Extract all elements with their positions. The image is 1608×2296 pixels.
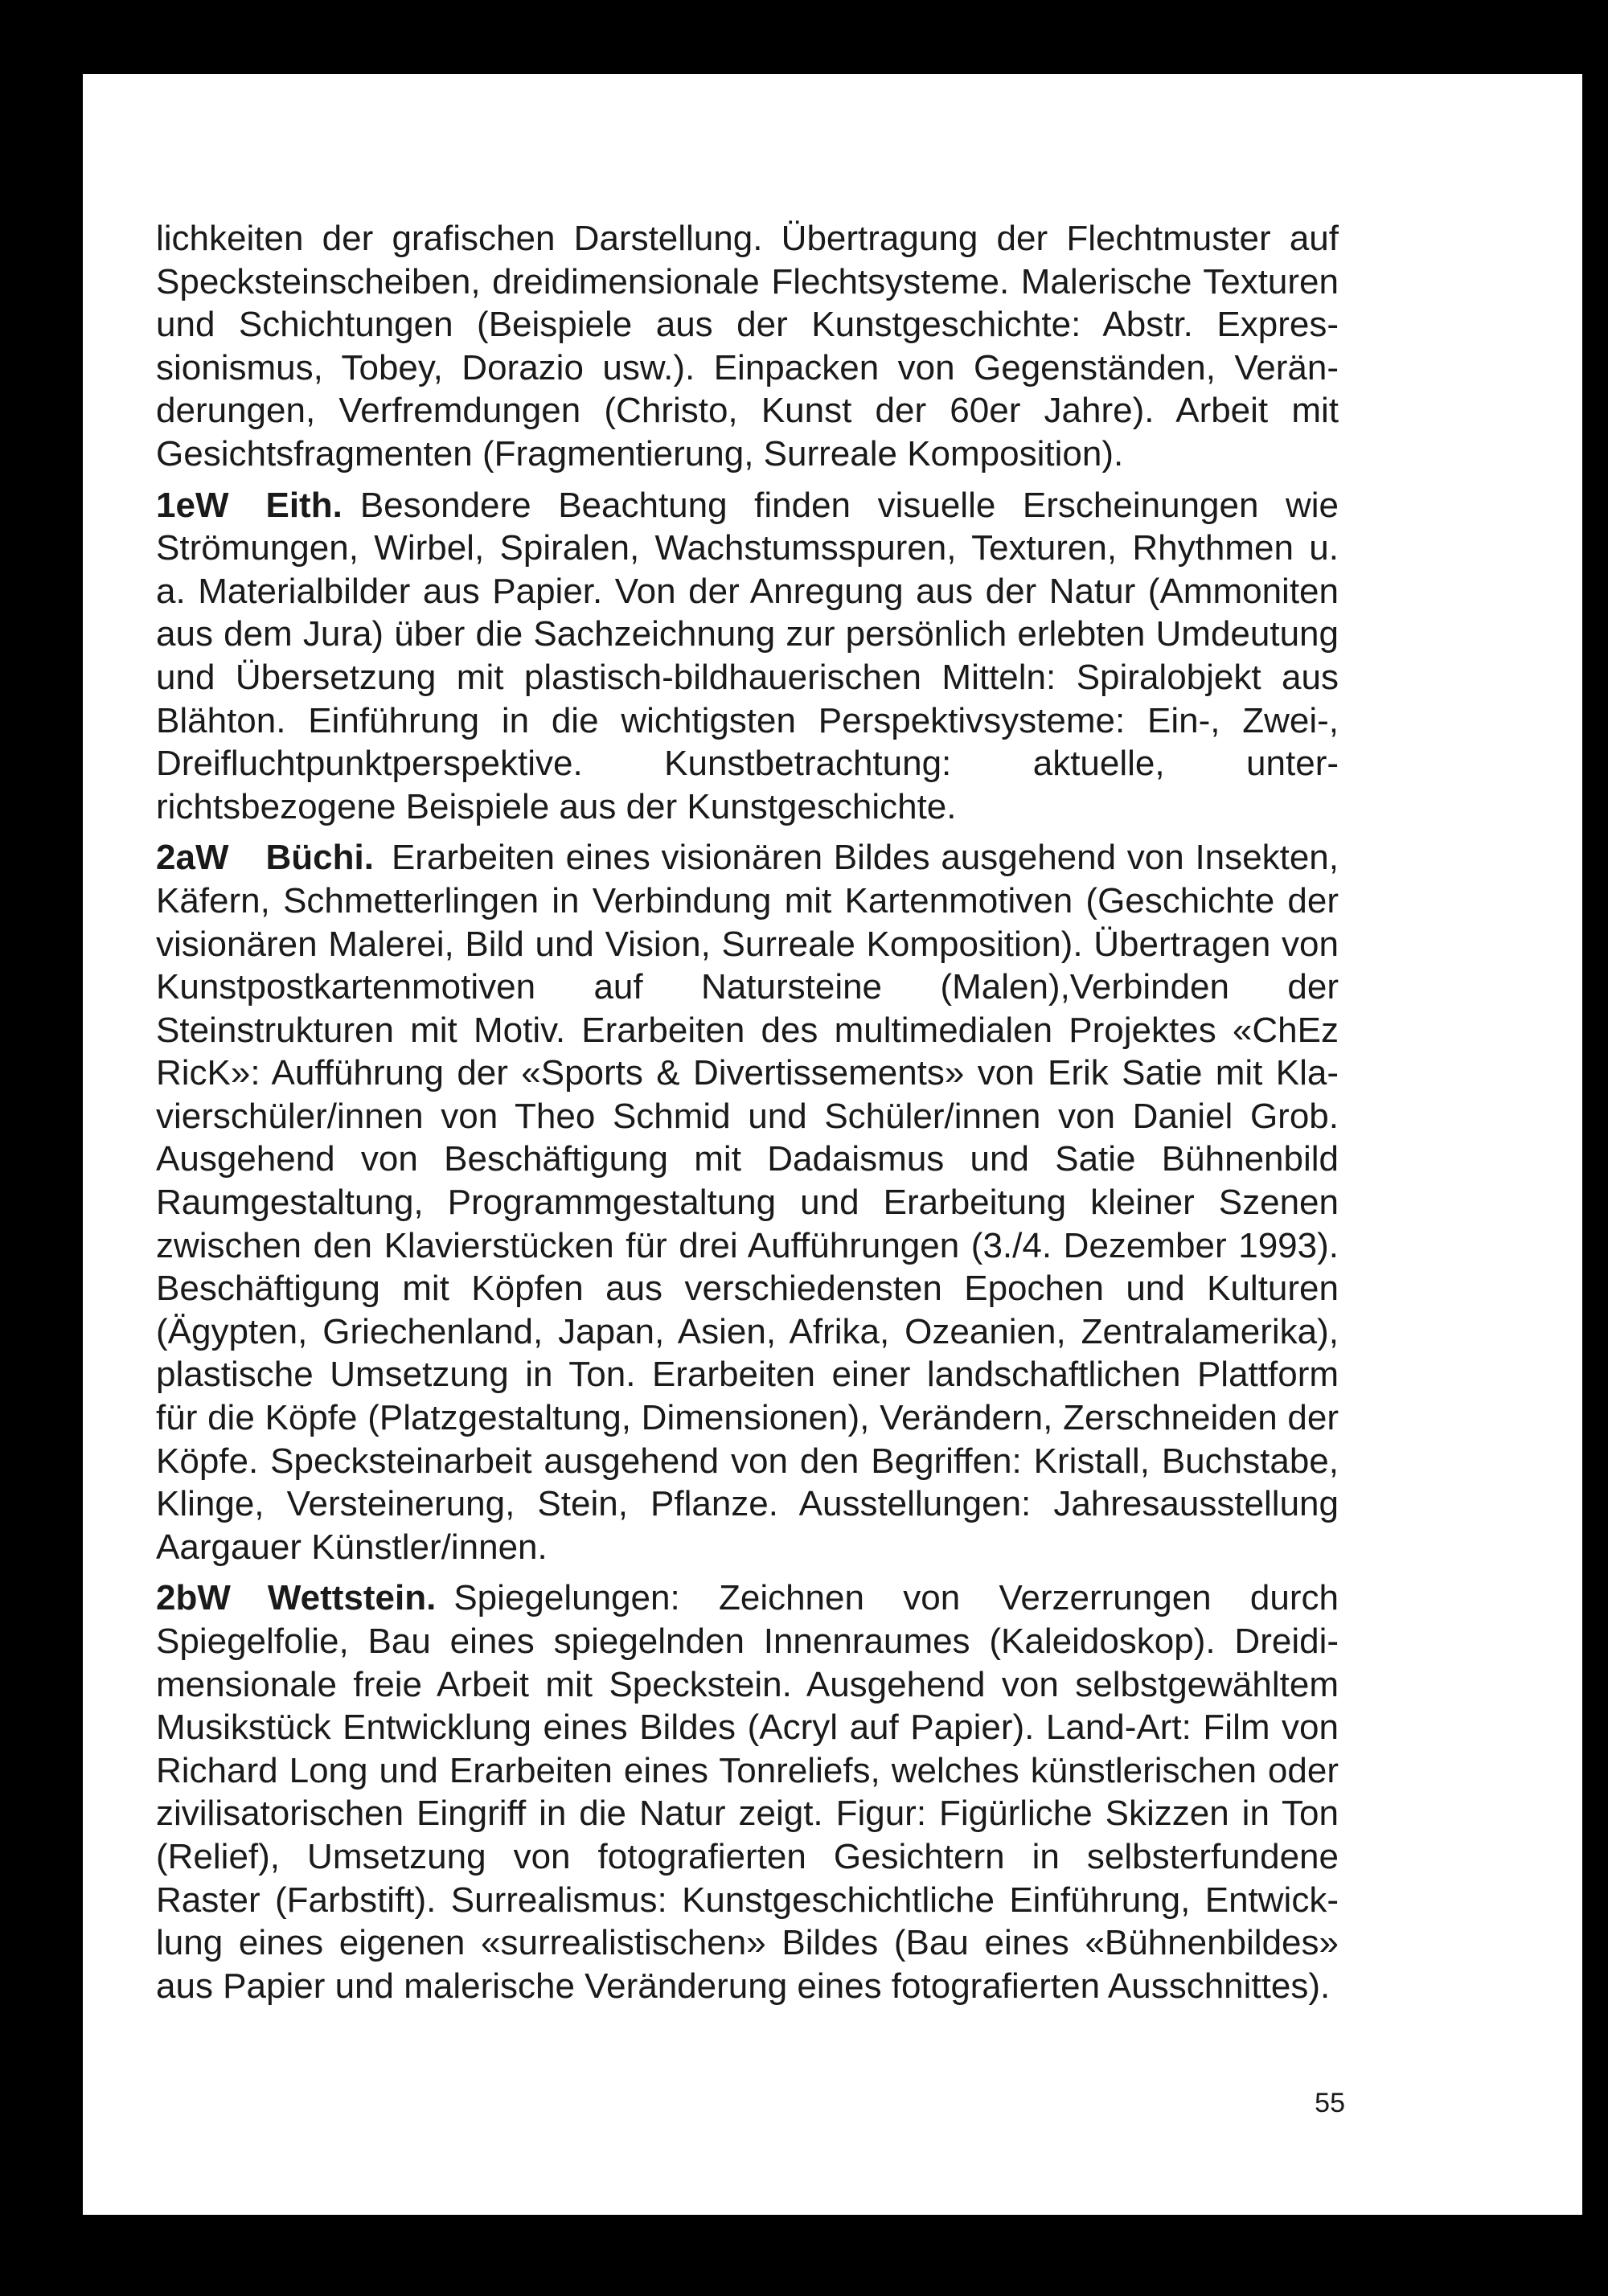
entry-2bw — [156, 1576, 1339, 2007]
class-label: 1eW — [156, 485, 229, 525]
entry-text: Besondere Beachtung finden visuelle Erscheinungen wie Strömungen, Wirbel, Spiralen, Wachstumsspuren, Texturen, Rhythmen u. a. Materialbilder aus Papier. Von der Anregung aus der Natur (Ammoniten aus dem Jura) über die Sachzeichnung zur persönlich erlebten Umdeutung und Übersetzung mit plastisch-bildhauerischen Mitteln: Spiralobjekt aus Blähton. Einführung in die wichtigsten Perspektivsysteme: Ein-, Zwei-, Dreifluchtpunktperspektive. Kunstbetrachtung: aktuelle, unterrichtsbezogene Beispiele aus der Kunstgeschichte. — [156, 485, 1339, 826]
page-sheet — [83, 74, 1582, 2215]
teacher-name: Eith. — [265, 485, 343, 525]
teacher-name: Büchi. — [265, 838, 374, 878]
teacher-name: Wettstein. — [267, 1578, 437, 1618]
class-label: 2aW — [156, 838, 229, 878]
entry-1ew — [156, 484, 1339, 829]
entry-text: Spiegelungen: Zeichnen von Verzerrungen durch Spiegelfolie, Bau eines spiegelnden Innenraumes (Kaleidoskop). Dreidimensionale freie Arbeit mit Speckstein. Ausgehend von selbstgewähltem Musikstück Entwicklung eines Bildes (Acryl auf Papier). Land-Art: Film von Richard Long und Erarbeiten eines Tonreliefs, welches künstlerischen oder zivilisatorischen Eingriff in die Natur zeigt. Figur: Figürliche Skizzen in Ton (Relief), Umsetzung von fotografierten Gesichtern in selbsterfundene Raster (Farbstift). Surrealismus: Kunstgeschichtliche Einführung, Entwicklung eines eigenen «surrealistischen» Bildes (Bau eines «Bühnenbildes» aus Papier und malerische Veränderung eines fotografierten Ausschnittes). — [156, 1578, 1339, 2006]
page-number: 55 — [1315, 2088, 1345, 2118]
entry-text: Erarbeiten eines visionären Bildes ausgehend von Insekten, Käfern, Schmetterlingen in Verbindung mit Kartenmotiven (Geschichte der visionären Malerei, Bild und Vision, Surreale Komposition). Übertragen von Kunstpostkartenmotiven auf Natursteine (Malen),Verbinden der Steinstrukturen mit Motiv. Erarbeiten des multimedialen Projektes «ChEz RicK»: Aufführung der «Sports & Divertissements» von Erik Satie mit Klavierschüler/innen von Theo Schmid und Schüler/innen von Daniel Grob. Ausgehend von Beschäftigung mit Dadaismus und Satie Bühnenbild Raumgestaltung, Programmgestaltung und Erarbeitung kleiner Szenen zwischen den Klavierstücken für drei Aufführungen (3./4. Dezember 1993). Beschäftigung mit Köpfen aus verschiedensten Epochen und Kulturen (Ägypten, Griechenland, Japan, Asien, Afrika, Ozeanien, Zentralamerika), plastische Umsetzung in Ton. Erarbeiten einer landschaftlichen Plattform für die Köpfe (Platzgestaltung, Dimensionen), Verändern, Zerschneiden der Köpfe. Specksteinarbeit ausgehend von den Begriffen: Kristall, Buchstabe, Klinge, Versteinerung, Stein, Pflanze. Ausstellungen: Jahresausstellung Aargauer Künstler/innen. — [156, 838, 1339, 1567]
continuation-paragraph: lichkeiten der grafischen Darstellung. Übertragung der Flechtmuster auf Specksteinscheiben, dreidimensionale Flechtsysteme. Malerische Texturen und Schichtungen (Beispiele aus der Kunstgeschichte: Abstr. Expressionismus, Tobey, Dorazio usw.). Einpacken von Gegenständen, Veränderungen, Verfremdungen (Christo, Kunst der 60er Jahre). Arbeit mit Gesichtsfragmenten (Fragmentierung, Surreale Komposition). — [156, 219, 1339, 474]
entry-2aw — [156, 836, 1339, 1568]
class-label: 2bW — [156, 1578, 231, 1618]
body-text — [156, 217, 1339, 2015]
